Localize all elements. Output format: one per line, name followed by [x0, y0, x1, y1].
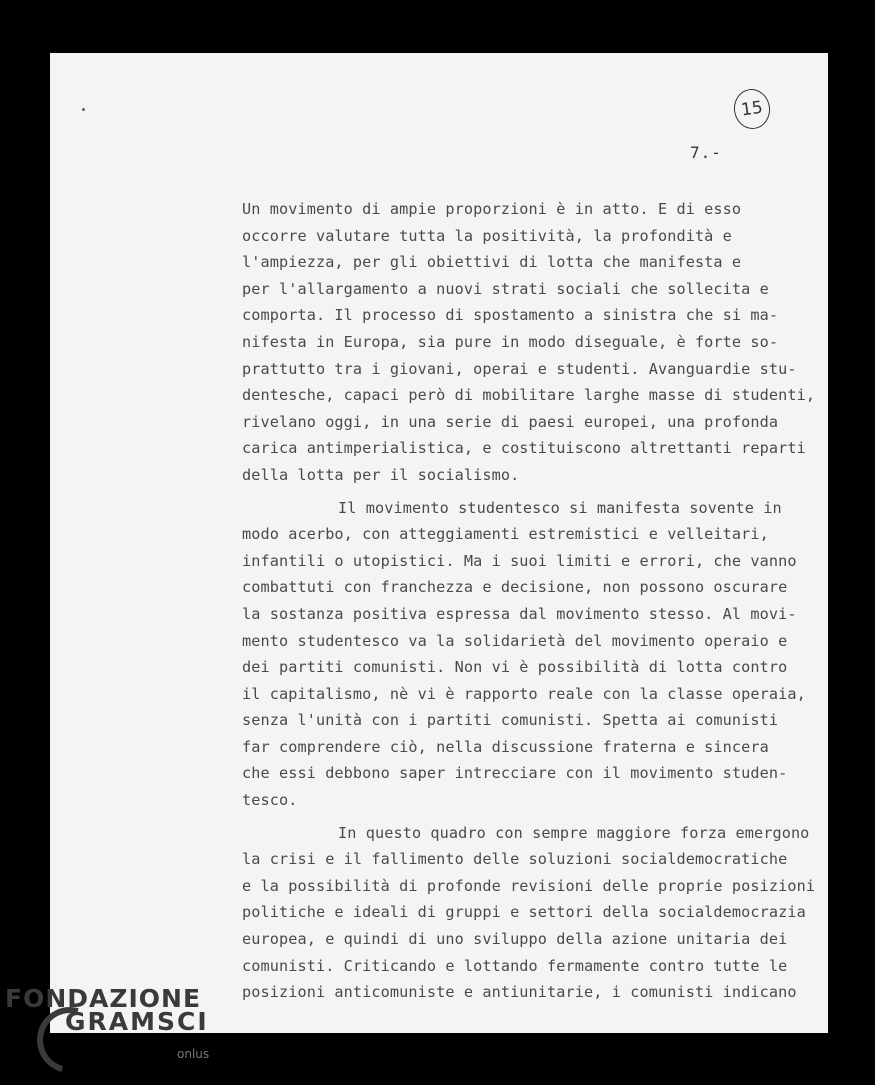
text-line: l'ampiezza, per gli obiettivi di lotta che manifesta e — [242, 253, 742, 272]
text-line: modo acerbo, con atteggiamenti estremistici e velleitari, — [242, 525, 769, 544]
text-line: dentesche, capaci però di mobilitare larghe masse di studenti, — [242, 386, 816, 405]
page-number: 7.- — [690, 143, 722, 162]
text-line: occorre valutare tutta la positività, la profondità e — [242, 226, 732, 245]
watermark-line-3: onlus — [177, 1047, 210, 1061]
text-line: tesco. — [242, 791, 298, 810]
text-line: In questo quadro con sempre maggiore forza emergono — [338, 823, 810, 842]
text-line: nifesta in Europa, sia pure in modo diseguale, è forte so- — [242, 332, 779, 351]
text-line: mento studentesco va la solidarietà del movimento operaio e — [242, 631, 788, 650]
text-line: la crisi e il fallimento delle soluzioni socialdemocratiche — [242, 850, 788, 869]
text-line: della lotta per il socialismo. — [242, 465, 520, 484]
text-line: rivelano oggi, in una serie di paesi europei, una profonda — [242, 412, 779, 431]
document-page — [50, 53, 828, 1033]
text-line: prattutto tra i giovani, operai e studenti. Avanguardie stu- — [242, 359, 797, 378]
text-line: il capitalismo, nè vi è rapporto reale con la classe operaia, — [242, 684, 806, 703]
text-line: comunisti. Criticando e lottando fermamente contro tutte le — [242, 956, 788, 975]
text-line: Il movimento studentesco si manifesta sovente in — [338, 498, 782, 517]
text-line: carica antimperialistica, e costituiscono altrettanti reparti — [242, 439, 806, 458]
fondazione-gramsci-watermark — [5, 984, 210, 1061]
text-line: politiche e ideali di gruppi e settori della socialdemocrazia — [242, 903, 806, 922]
text-line: la sostanza positiva espressa dal movimento stesso. Al movi- — [242, 604, 797, 623]
text-line: europea, e quindi di uno sviluppo della azione unitaria dei — [242, 930, 788, 949]
body-text — [242, 196, 822, 1006]
text-line: senza l'unità con i partiti comunisti. Spetta ai comunisti — [242, 711, 779, 730]
watermark-line-2: GRAMSCI — [65, 1007, 209, 1036]
ink-dot — [82, 108, 85, 111]
text-line: posizioni anticomuniste e antiunitarie, i comunisti indicano — [242, 983, 797, 1002]
text-line: infantili o utopistici. Ma i suoi limiti e errori, che vanno — [242, 551, 797, 570]
text-line: e la possibilità di profonde revisioni delle proprie posizioni — [242, 876, 816, 895]
text-line: far comprendere ciò, nella discussione fraterna e sincera — [242, 737, 769, 756]
text-line: combattuti con franchezza e decisione, non possono oscurare — [242, 578, 788, 597]
margin-note-circled: 15 — [731, 87, 772, 132]
text-line: per l'allargamento a nuovi strati sociali che sollecita e — [242, 279, 769, 298]
watermark-line-1: FONDAZIONE — [5, 984, 202, 1013]
text-line: Un movimento di ampie proporzioni è in atto. E di esso — [242, 200, 742, 218]
text-line: che essi debbono saper intrecciare con il movimento studen- — [242, 764, 788, 783]
text-line: comporta. Il processo di spostamento a sinistra che si ma- — [242, 306, 779, 325]
text-line: dei partiti comunisti. Non vi è possibilità di lotta contro — [242, 658, 788, 677]
